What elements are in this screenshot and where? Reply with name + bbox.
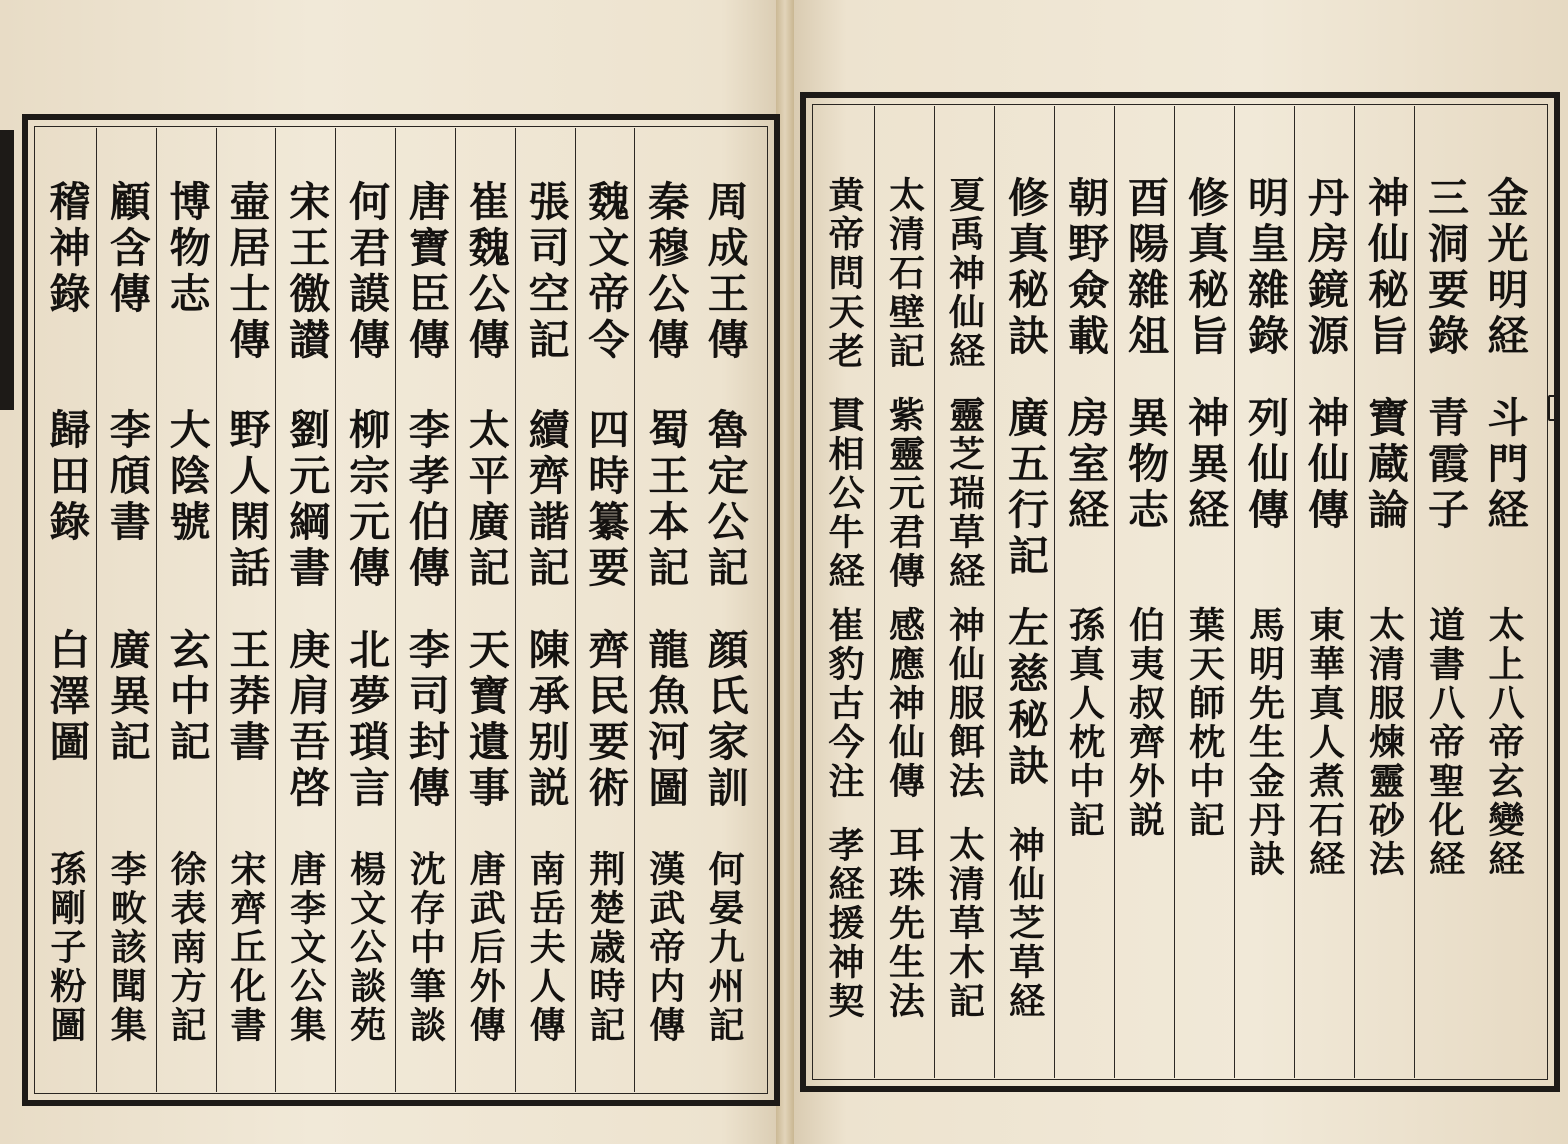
title-entry: 魯定公記 — [700, 408, 749, 592]
title-entry: 張司空記 — [521, 180, 570, 364]
title-entry: 劉元綱書 — [282, 408, 331, 592]
text-column — [1474, 106, 1534, 1078]
title-entry: 道書八帝聖化経 — [1423, 606, 1466, 879]
title-entry: 唐李文公集 — [284, 850, 327, 1045]
title-entry: 崔豹古今注 — [823, 606, 865, 801]
right-page-columns — [814, 106, 1546, 1078]
right-page-frame — [800, 92, 1560, 1092]
title-entry: 何晏九州記 — [703, 850, 746, 1045]
title-entry: 列仙傳 — [1241, 396, 1289, 534]
text-column — [994, 106, 1054, 1078]
text-column — [694, 128, 754, 1092]
title-entry: 何君謨傳 — [342, 180, 391, 364]
title-entry: 左慈秘訣 — [1001, 606, 1049, 790]
title-entry: 李頎書 — [102, 408, 151, 546]
title-entry: 酉陽雜俎 — [1121, 176, 1169, 360]
title-entry: 天寶遺事 — [461, 628, 510, 812]
title-entry: 南岳夫人傳 — [524, 850, 567, 1045]
title-entry: 異物志 — [1121, 396, 1169, 534]
text-column — [96, 128, 156, 1092]
title-entry: 馬明先生金丹訣 — [1243, 606, 1286, 879]
title-entry: 柳宗元傳 — [342, 408, 391, 592]
title-entry: 魏文帝令 — [581, 180, 630, 364]
title-entry: 博物志 — [162, 180, 211, 318]
left-page-edge-mark — [0, 130, 14, 410]
title-entry: 顔氏家訓 — [700, 628, 749, 812]
text-column — [156, 128, 216, 1092]
title-entry: 大陰號 — [162, 408, 211, 546]
title-entry: 孝経援神契 — [823, 826, 865, 1021]
title-entry: 神仙服餌法 — [943, 606, 986, 801]
title-entry: 野人閑話 — [222, 408, 271, 592]
title-entry: 三洞要錄 — [1421, 176, 1469, 360]
title-entry: 顧含傳 — [102, 180, 151, 318]
title-entry: 徐表南方記 — [165, 850, 208, 1045]
text-column — [1054, 106, 1114, 1078]
text-column — [515, 128, 575, 1092]
title-entry: 北夢瑣言 — [342, 628, 391, 812]
title-entry: 唐武后外傳 — [464, 850, 507, 1045]
title-entry: 神仙芝草経 — [1003, 826, 1046, 1021]
title-entry: 李司封傳 — [401, 628, 450, 812]
title-entry: 神仙秘旨 — [1361, 176, 1409, 360]
title-entry: 太清石壁記 — [883, 176, 926, 371]
title-entry: 歸田錄 — [42, 408, 91, 546]
title-entry: 耳珠先生法 — [883, 826, 926, 1021]
title-entry: 葉天師枕中記 — [1183, 606, 1226, 840]
title-entry: 王莽書 — [222, 628, 271, 766]
title-entry: 沈存中筆談 — [404, 850, 447, 1045]
title-entry: 寶蔵論 — [1361, 396, 1409, 534]
title-entry: 白澤圖 — [42, 628, 91, 766]
title-entry: 李畋該聞集 — [105, 850, 148, 1045]
title-entry: 楊文公談苑 — [344, 850, 387, 1045]
title-entry: 宋齊丘化書 — [224, 850, 267, 1045]
left-page-frame — [22, 114, 780, 1106]
title-entry: 東華真人煮石経 — [1303, 606, 1346, 879]
title-entry: 續齊諧記 — [521, 408, 570, 592]
title-entry: 四時纂要 — [581, 408, 630, 592]
title-entry: 廣異記 — [102, 628, 151, 766]
title-entry: 壷居士傳 — [222, 180, 271, 364]
title-entry: 周成王傳 — [700, 180, 749, 364]
title-entry: 房室経 — [1061, 396, 1109, 534]
title-entry: 秦穆公傳 — [641, 180, 690, 364]
left-page-columns — [36, 128, 766, 1092]
title-entry: 唐寶臣傳 — [401, 180, 450, 364]
title-entry: 紫靈元君傳 — [883, 396, 926, 591]
text-column — [275, 128, 335, 1092]
title-entry: 太平廣記 — [461, 408, 510, 592]
title-entry: 斗門経 — [1480, 396, 1529, 534]
title-entry: 崔魏公傳 — [461, 180, 510, 364]
text-column — [1354, 106, 1414, 1078]
title-entry: 李孝伯傳 — [401, 408, 450, 592]
text-column — [934, 106, 994, 1078]
text-column — [395, 128, 455, 1092]
text-column — [455, 128, 515, 1092]
title-entry: 廣五行記 — [1001, 396, 1049, 580]
title-entry: 孫真人枕中記 — [1063, 606, 1106, 840]
title-entry: 太清草木記 — [943, 826, 986, 1021]
title-entry: 神異経 — [1181, 396, 1229, 534]
text-column — [634, 128, 694, 1092]
title-entry: 宋王徼讃 — [282, 180, 331, 364]
text-column — [814, 106, 874, 1078]
title-entry: 青霞子 — [1421, 396, 1469, 534]
title-entry: 齊民要術 — [581, 628, 630, 812]
title-entry: 陳承别説 — [521, 628, 570, 812]
text-column — [1174, 106, 1234, 1078]
title-entry: 黄帝問天老 — [823, 176, 865, 371]
title-entry: 孫剛子粉圖 — [44, 850, 87, 1045]
title-entry: 太清服煉靈砂法 — [1363, 606, 1406, 879]
title-entry: 貫相公牛経 — [823, 396, 865, 591]
text-column — [1294, 106, 1354, 1078]
text-column — [36, 128, 96, 1092]
title-entry: 修真秘訣 — [1001, 176, 1049, 360]
fish-tail-mark — [1548, 395, 1560, 421]
title-entry: 玄中記 — [162, 628, 211, 766]
title-entry: 蜀王本記 — [641, 408, 690, 592]
text-column — [575, 128, 635, 1092]
title-entry: 金光明経 — [1480, 176, 1529, 360]
title-entry: 靈芝瑞草経 — [943, 396, 986, 591]
text-column — [874, 106, 934, 1078]
text-column — [216, 128, 276, 1092]
text-column — [1414, 106, 1474, 1078]
title-entry: 太上八帝玄變経 — [1483, 606, 1525, 879]
title-entry: 明皇雜錄 — [1241, 176, 1289, 360]
title-entry: 庚肩吾啓 — [282, 628, 331, 812]
text-column — [335, 128, 395, 1092]
title-entry: 伯夷叔齊外説 — [1123, 606, 1166, 840]
title-entry: 荆楚歳時記 — [583, 850, 626, 1045]
title-entry: 稽神錄 — [42, 180, 91, 318]
text-column — [1114, 106, 1174, 1078]
title-entry: 朝野僉載 — [1061, 176, 1109, 360]
title-entry: 感應神仙傳 — [883, 606, 926, 801]
text-column — [1234, 106, 1294, 1078]
title-entry: 神仙傳 — [1301, 396, 1349, 534]
title-entry: 龍魚河圖 — [641, 628, 690, 812]
title-entry: 漢武帝内傳 — [643, 850, 686, 1045]
title-entry: 修真秘旨 — [1181, 176, 1229, 360]
title-entry: 丹房鏡源 — [1301, 176, 1349, 360]
title-entry: 夏禹神仙経 — [943, 176, 986, 371]
